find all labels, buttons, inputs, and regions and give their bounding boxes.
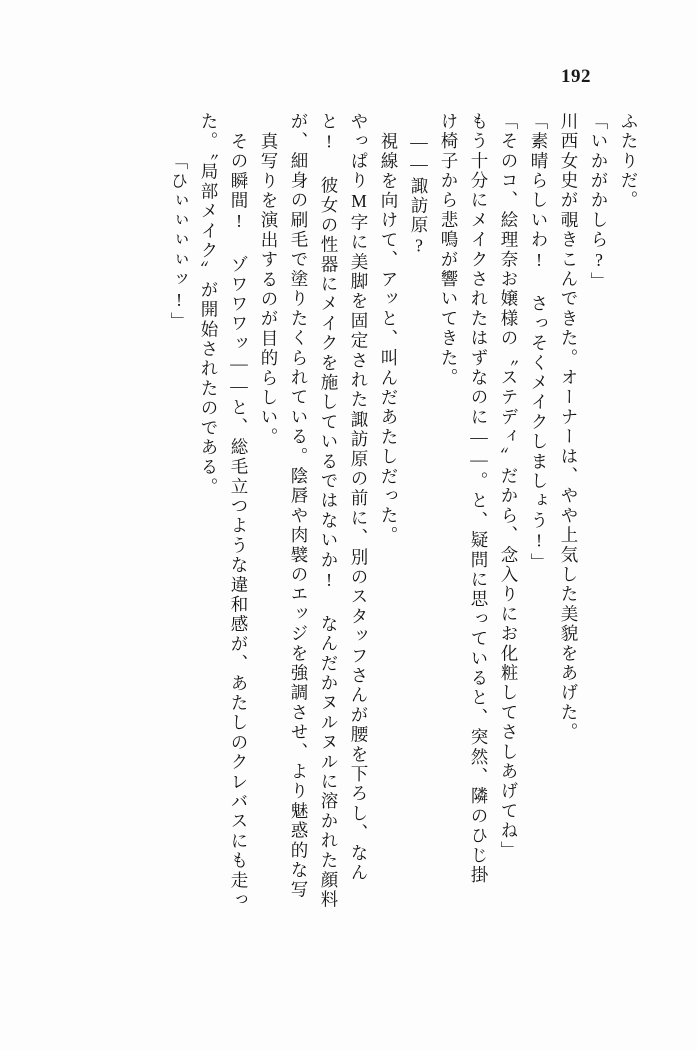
vertical-text-block [44,112,637,1012]
text-column: 真写りを演出するのが目的らしい。 [259,132,279,448]
text-column: 「いかがかしら?」 [589,112,609,292]
text-column: た。〝局部メイク〟が開始されたのである。 [199,112,219,498]
text-column: け椅子から悲鳴が響いてきた。 [439,112,459,388]
text-column: が、細身の刷毛で塗りたくられている。陰唇や肉襞のエッジを強調させ、より魅惑的な写 [289,112,309,900]
text-column: ふたりだ。 [619,112,639,211]
text-column: 「そのコ、絵理奈お嬢様の〝ステディ〟だから、念入りにお化粧してさしあげてね」 [499,112,519,861]
text-column: ――諏訪原? [409,132,429,258]
text-column: その瞬間! ゾワワワッ――と、総毛立つような違和感が、あたしのクレバスにも走っ [229,132,249,911]
text-column: 「ひぃぃぃぃッ!」 [169,152,189,332]
text-column: もう十分にメイクされたはずなのに――。と、疑問に思っていると、突然、隣のひじ掛 [469,112,489,886]
text-column: 「素晴らしいわ! さっそくメイクしましょう!」 [529,112,549,573]
text-column: 視線を向けて、アッと、叫んだあたしだった。 [379,132,399,546]
text-column: と! 彼女の性器にメイクを施しているではないか! なんだかヌルヌルに溶かれた顔料 [319,112,339,910]
text-column: 川西女史が覗きこんできた。オーナーは、やや上気した美貌をあげた。 [559,112,579,743]
page-number: 192 [561,66,591,87]
text-column: やっぱりM字に美脚を固定された諏訪原の前に、別のスタッフさんが腰を下ろし、なん [349,112,369,883]
